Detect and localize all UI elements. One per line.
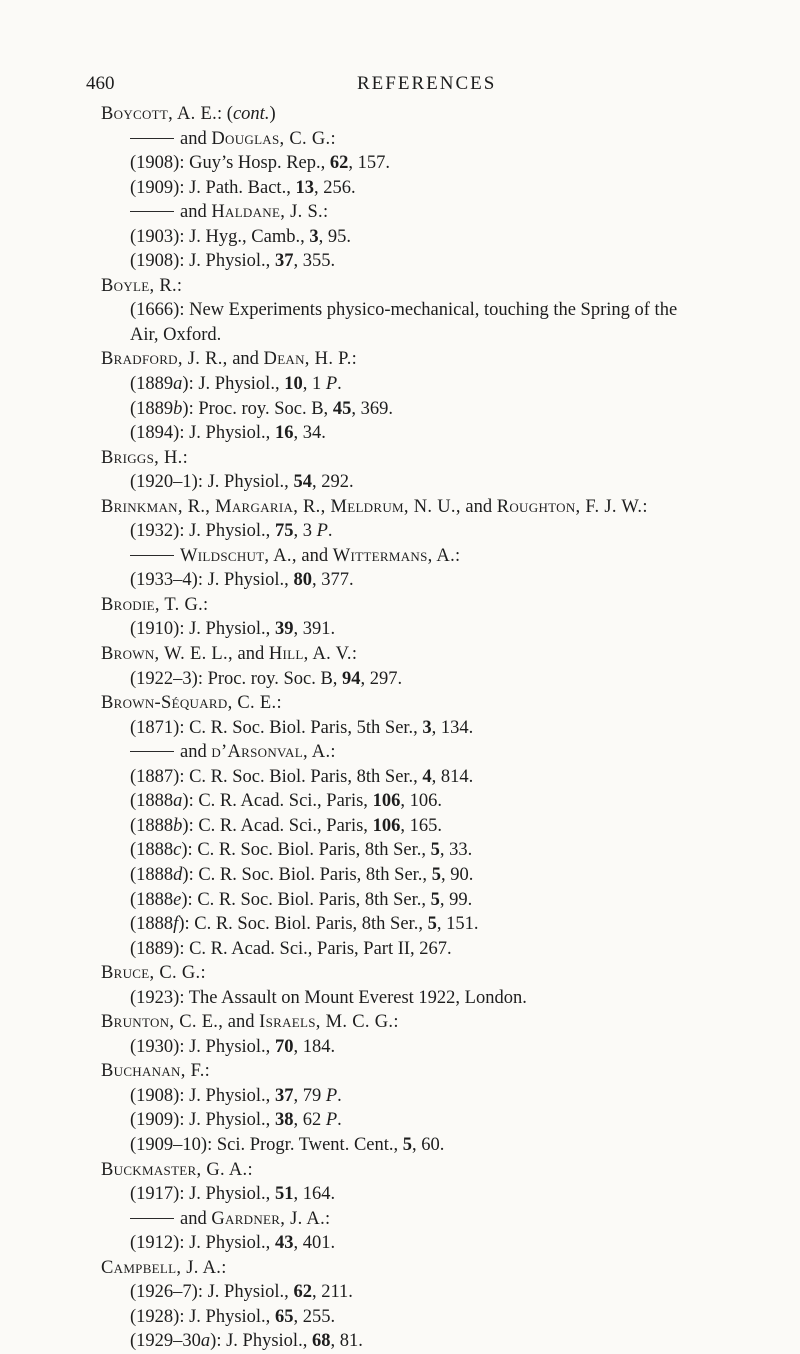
text-run: ): C. R. Soc. Biol. Paris, 8th Ser., [181,889,431,910]
coauthor-line [101,740,760,765]
reference-entry [101,470,760,495]
text-run: 10 [284,374,303,395]
text-run: (1909): J. Path. Bact., [130,177,296,198]
text-run: (1888 [130,914,174,935]
text-run: cont. [232,104,270,124]
text-run: Brown-Séquard, C. E. [101,693,277,714]
author-heading [101,1059,760,1084]
text-run: : [182,447,188,468]
text-run: ): C. R. Soc. Biol. Paris, 8th Ser., [178,914,428,935]
reference-entry [101,1108,760,1133]
reference-entry [101,838,760,863]
text-run: a [173,791,183,812]
text-run: (1909–10): Sci. Progr. Twent. Cent., [130,1134,403,1155]
text-run: 68 [311,1331,331,1352]
reference-entry [101,323,760,348]
text-run: d [173,864,183,885]
text-run: and [180,202,212,223]
text-run: 75 [274,521,294,542]
page-header [0,73,800,103]
reference-entry [101,176,760,201]
ditto-dash [130,1218,174,1219]
text-run: : [276,693,282,714]
reference-entry [101,1231,760,1256]
text-run: ): Proc. roy. Soc. B, [182,398,333,419]
text-run: 5 [431,864,441,885]
text-run: : [330,742,336,763]
author-heading [101,593,760,618]
text-run: Air, Oxford. [130,324,222,345]
text-run: Campbell, J. A. [101,1257,222,1278]
text-run: Bruce, C. G. [101,963,201,984]
text-run: b [173,815,183,836]
text-run: Boyle, R. [101,275,177,296]
text-run: (1908): J. Physiol., [130,251,275,272]
text-run: 16 [274,423,294,444]
text-run: Briggs, H. [101,447,183,468]
text-run: , 95. [318,226,351,247]
reference-entry [101,986,760,1011]
text-run: : [325,1208,331,1229]
author-heading [101,274,760,299]
text-run: , 165. [400,815,442,836]
text-run: (1929–30 [130,1331,201,1352]
text-run: ): J. Physiol., [210,1331,312,1352]
text-run: , 292. [311,472,354,493]
text-run: , 297. [360,668,403,689]
text-run: (1917): J. Physiol., [130,1184,275,1205]
text-run: (1889 [130,398,174,419]
text-run: (1888 [130,889,174,910]
text-run: . [327,521,333,542]
reference-entry [101,789,760,814]
text-run: 37 [274,251,294,272]
text-run: and [227,349,264,370]
text-run: 45 [332,398,352,419]
text-run: and [460,496,497,517]
text-run: (1888 [130,864,174,885]
text-run: (1894): J. Physiol., [130,423,275,444]
text-run: Israels, M. C. G. [259,1012,394,1033]
text-run: Douglas, C. G. [211,128,331,149]
text-run: 70 [274,1036,294,1057]
text-run: Haldane, J. S. [211,202,323,223]
reference-entry [101,397,760,422]
reference-entry [101,667,760,692]
text-run: (1888 [130,815,174,836]
text-run: P [316,521,328,542]
text-run: Wittermans, A. [332,545,456,566]
coauthor-line [101,1207,760,1232]
text-run: 5 [430,840,440,861]
text-run: (1909): J. Physiol., [130,1110,275,1131]
text-run: : [322,202,329,223]
text-run: (1912): J. Physiol., [130,1233,275,1254]
text-run: 5 [430,889,440,910]
reference-entry [101,1035,760,1060]
text-run: (1933–4): J. Physiol., [130,570,294,591]
text-run: , 134. [431,717,474,738]
author-heading [101,1158,760,1183]
text-run: : [351,644,357,665]
reference-entry [101,249,760,274]
text-run: , 164. [293,1184,336,1205]
text-run: Brown, W. E. L., [101,644,233,665]
text-run: (1932): J. Physiol., [130,521,275,542]
text-run: e [173,889,182,910]
text-run: , 391. [293,619,336,640]
reference-entry [101,1182,760,1207]
reference-entry [101,937,760,962]
text-run: , 90. [440,864,474,885]
text-run: (1871): C. R. Soc. Biol. Paris, 5th Ser., [130,717,423,738]
text-run: and [180,742,212,763]
text-run: , 79 [293,1085,326,1106]
text-run: (1930): J. Physiol., [130,1036,275,1057]
text-run: and [180,128,212,149]
text-run: P [325,374,338,395]
text-run: . [337,1110,342,1131]
text-run: , 3 [293,521,317,542]
reference-entry [101,421,760,446]
text-run: 13 [295,177,314,198]
text-run: 51 [274,1184,294,1205]
text-run: c [173,840,182,861]
reference-entry [101,716,760,741]
reference-entry [101,298,760,323]
text-run: Bradford, J. R., [101,349,228,370]
ditto-dash [130,211,174,212]
text-run: 43 [274,1233,294,1254]
text-run: 39 [274,619,294,640]
text-run: : [200,963,206,984]
text-run: , 106. [400,791,442,812]
text-run: Buckmaster, G. A. [101,1159,248,1180]
text-run: , 60. [412,1134,445,1155]
coauthor-line [101,127,760,152]
text-run: (1888 [130,791,174,812]
text-run: P [325,1085,338,1106]
text-run: 5 [402,1134,413,1155]
page-number: 460 [86,73,115,94]
text-run: : [330,128,336,149]
author-heading [101,1256,760,1281]
reference-entry [101,765,760,790]
reference-entry [101,1280,760,1305]
text-run: , 62 [293,1110,326,1131]
text-run: 62 [293,1282,312,1303]
reference-entry [101,1305,760,1330]
author-heading [101,961,760,986]
text-run: , 369. [351,398,393,419]
text-run: a [200,1331,211,1352]
text-run: (1889 [130,374,174,395]
text-run: 106 [372,815,401,836]
text-run: f [173,914,179,935]
text-run: , 355. [293,251,336,272]
text-run: 62 [329,153,349,174]
text-run: ): J. Physiol., [182,374,285,395]
text-run: (1920–1): J. Physiol., [130,472,294,493]
author-heading [101,347,760,372]
reference-entry [101,1084,760,1109]
text-run: (1922–3): Proc. roy. Soc. B, [130,668,343,689]
text-run: and [180,1208,212,1229]
text-run: and [296,545,333,566]
text-run: d’Arsonval, A. [211,742,331,763]
reference-entry [101,225,760,250]
text-run: , 256. [313,177,356,198]
text-run: : [176,275,183,296]
text-run: : [204,1061,210,1082]
text-run: P [325,1110,338,1131]
text-run: 3 [309,226,319,247]
text-run: , 255. [293,1306,336,1327]
text-run: (1926–7): J. Physiol., [130,1282,294,1303]
reference-list [101,102,760,1354]
text-run: Brodie, T. G. [101,594,204,615]
text-run: and [223,1012,260,1033]
ditto-dash [130,138,174,139]
reference-entry [101,863,760,888]
text-run: , 184. [293,1036,336,1057]
author-heading [101,1010,760,1035]
text-run: : [203,594,209,615]
reference-entry [101,1329,760,1354]
reference-entry [101,1133,760,1158]
reference-entry [101,617,760,642]
reference-entry [101,888,760,913]
text-run: ): C. R. Soc. Biol. Paris, 8th Ser., [181,840,431,861]
text-run: : [247,1159,253,1180]
text-run: a [173,374,183,395]
text-run: : [393,1012,399,1033]
text-run: : ( [217,104,233,124]
text-run: 5 [427,914,437,935]
text-run: : [455,545,461,566]
text-run: ) [269,104,276,124]
text-run: 80 [293,570,312,591]
text-run: , 211. [311,1282,353,1303]
text-run: , 377. [311,570,354,591]
text-run: Wildschut, A., [180,545,297,566]
text-run: , 1 [302,374,326,395]
reference-entry [101,372,760,397]
text-run: Boycott, A. E. [101,104,218,124]
text-run: , 401. [293,1233,336,1254]
text-run: and [232,644,269,665]
text-run: (1923): The Assault on Mount Everest 1922, London. [130,987,527,1008]
text-run: : [642,496,648,517]
text-run: (1928): J. Physiol., [130,1306,275,1327]
text-run: (1903): J. Hyg., Camb., [130,226,310,247]
text-run: (1888 [130,840,174,861]
text-run: Buchanan, F. [101,1061,205,1082]
text-run: 38 [274,1110,294,1131]
text-run: (1887): C. R. Soc. Biol. Paris, 8th Ser., [130,766,423,787]
text-run: Gardner, J. A. [211,1208,326,1229]
coauthor-line [101,200,760,225]
text-run: 54 [293,472,312,493]
text-run: . [337,1085,342,1106]
reference-entry [101,151,760,176]
text-run: (1666): New Experiments physico-mechanical, touching the Spring of the [130,300,678,321]
text-run: (1910): J. Physiol., [130,619,275,640]
text-run: ): C. R. Soc. Biol. Paris, 8th Ser., [182,864,432,885]
text-run: 106 [372,791,401,812]
text-run: (1908): J. Physiol., [130,1085,275,1106]
ditto-dash [130,555,174,556]
coauthor-line [101,544,760,569]
text-run: : [351,349,357,370]
text-run: b [173,398,183,419]
running-head: REFERENCES [357,73,497,94]
text-run: , 81. [330,1331,363,1352]
text-run: , 99. [439,889,473,910]
text-run: , 814. [431,766,474,787]
text-run: Roughton, F. J. W. [496,496,643,517]
text-run: . [337,374,342,395]
reference-entry [101,519,760,544]
text-run: Brunton, C. E., [101,1012,224,1033]
author-heading [101,102,760,127]
text-run: , 151. [436,914,479,935]
text-run: : [221,1257,227,1278]
text-run: 65 [274,1306,294,1327]
text-run: ): C. R. Acad. Sci., Paris, [182,815,373,836]
author-heading [101,691,760,716]
author-heading [101,495,760,520]
text-run: (1908): Guy’s Hosp. Rep., [130,153,330,174]
text-run: , 157. [348,153,391,174]
reference-entry [101,568,760,593]
text-run: 37 [274,1085,294,1106]
text-run: (1889): C. R. Acad. Sci., Paris, Part II, 267. [130,938,452,959]
text-run: Brinkman, R., Margaria, R., Meldrum, N. U., [101,496,461,517]
reference-entry [101,912,760,937]
text-run: 94 [342,668,361,689]
ditto-dash [130,751,174,752]
text-run: , 34. [293,423,326,444]
text-run: 3 [422,717,432,738]
reference-entry [101,814,760,839]
author-heading [101,446,760,471]
text-run: , 33. [439,840,473,861]
text-run: 4 [422,766,432,787]
text-run: Dean, H. P. [263,349,352,370]
text-run: ): C. R. Acad. Sci., Paris, [182,791,373,812]
text-run: Hill, A. V. [268,644,352,665]
author-heading [101,642,760,667]
